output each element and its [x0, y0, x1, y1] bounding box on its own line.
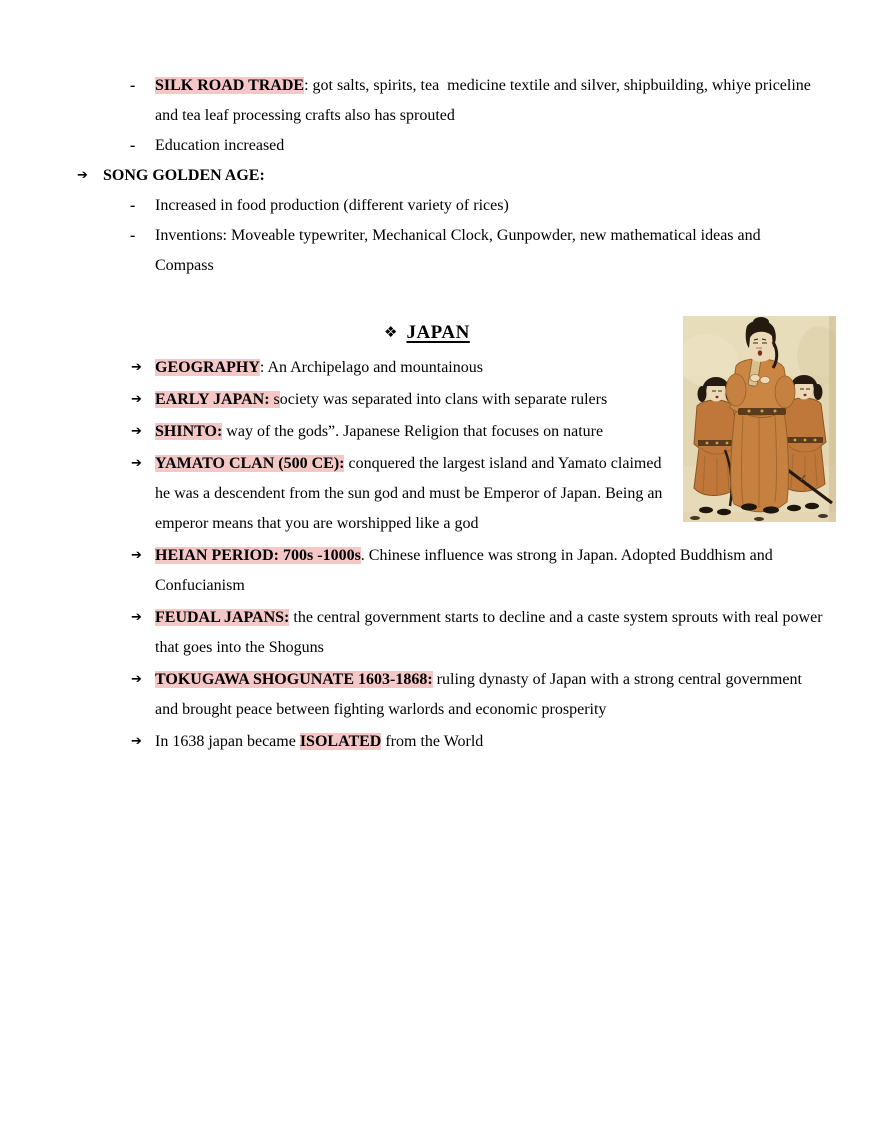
highlighted-term: GEOGRAPHY	[155, 359, 260, 376]
highlighted-term: EARLY JAPAN:	[155, 391, 274, 408]
item-text: : got salts, spirits, tea medicine textile and silver, shipbuilding, whiye priceline and tea leaf processing crafts also has sprouted	[155, 77, 815, 124]
item-text: . Chinese influence was strong in Japan. Adopted Buddhism and Confucianism	[155, 547, 777, 594]
item-text: Education increased	[155, 137, 285, 154]
arrow-bullet-icon: ➔	[131, 610, 142, 625]
highlighted-term: YAMATO CLAN (500 CE):	[155, 455, 345, 472]
arrow-bullet-icon: ➔	[131, 424, 142, 439]
highlighted-text: s	[273, 391, 280, 408]
list-item-food-production	[0, 191, 823, 221]
item-text: In 1638 japan became	[155, 733, 300, 750]
highlighted-term: TOKUGAWA SHOGUNATE 1603-1868:	[155, 671, 433, 688]
arrow-bullet-icon: ➔	[77, 168, 88, 183]
arrow-bullet-icon: ➔	[131, 734, 142, 749]
list-item-heian-period	[0, 541, 823, 601]
painting-illustration	[683, 316, 836, 522]
arrow-bullet-icon: ➔	[131, 548, 142, 563]
highlighted-term: SILK ROAD TRADE	[155, 77, 305, 94]
dash-bullet: -	[130, 77, 136, 94]
diamond-bullet-icon: ❖	[384, 323, 398, 341]
list-item-yamato-clan	[0, 449, 670, 539]
list-item-tokugawa-shogunate	[0, 665, 823, 725]
item-text: : An Archipelago and mountainous	[259, 359, 483, 376]
arrow-bullet-icon: ➔	[131, 392, 142, 407]
list-item-education	[0, 131, 823, 161]
dash-bullet: -	[130, 197, 136, 214]
highlighted-term: SHINTO:	[155, 423, 223, 440]
item-text: Inventions: Moveable typewriter, Mechanical Clock, Gunpowder, new mathematical ideas and Compass	[155, 227, 765, 274]
arrow-bullet-icon: ➔	[131, 360, 142, 375]
list-item-isolated	[0, 727, 823, 757]
item-text: ociety was separated into clans with separate rulers	[279, 391, 608, 408]
list-item-feudal-japan	[0, 603, 827, 663]
item-text: Increased in food production (different variety of rices)	[155, 197, 509, 214]
item-text: from the World	[381, 733, 484, 750]
highlighted-term: FEUDAL JAPANS:	[155, 609, 290, 626]
item-text: conquered the largest island and Yamato claimed he was a descendent from the sun god and must be Emperor of Japan. Being an emperor means that you are worshipped like a god	[155, 455, 667, 532]
list-item-inventions	[0, 221, 823, 281]
item-text: way of the gods”. Japanese Religion that focuses on nature	[222, 423, 604, 440]
japan-history-painting	[683, 316, 836, 522]
dash-bullet: -	[130, 227, 136, 244]
item-text: ruling dynasty of Japan with a strong central government and brought peace between fighting warlords and economic prosperity	[155, 671, 806, 718]
section-title: JAPAN	[406, 322, 470, 343]
dash-bullet: -	[130, 137, 136, 154]
highlighted-term: HEIAN PERIOD: 700s -1000s	[155, 547, 361, 564]
item-text: the central government starts to decline and a caste system sprouts with real power that goes into the Shoguns	[155, 609, 827, 656]
arrow-bullet-icon: ➔	[131, 672, 142, 687]
highlighted-term: ISOLATED	[299, 733, 382, 750]
section-label: SONG GOLDEN AGE:	[103, 167, 265, 184]
list-item-silk-road-trade	[0, 71, 823, 131]
arrow-bullet-icon: ➔	[131, 456, 142, 471]
list-item-song-golden-age	[0, 161, 771, 191]
